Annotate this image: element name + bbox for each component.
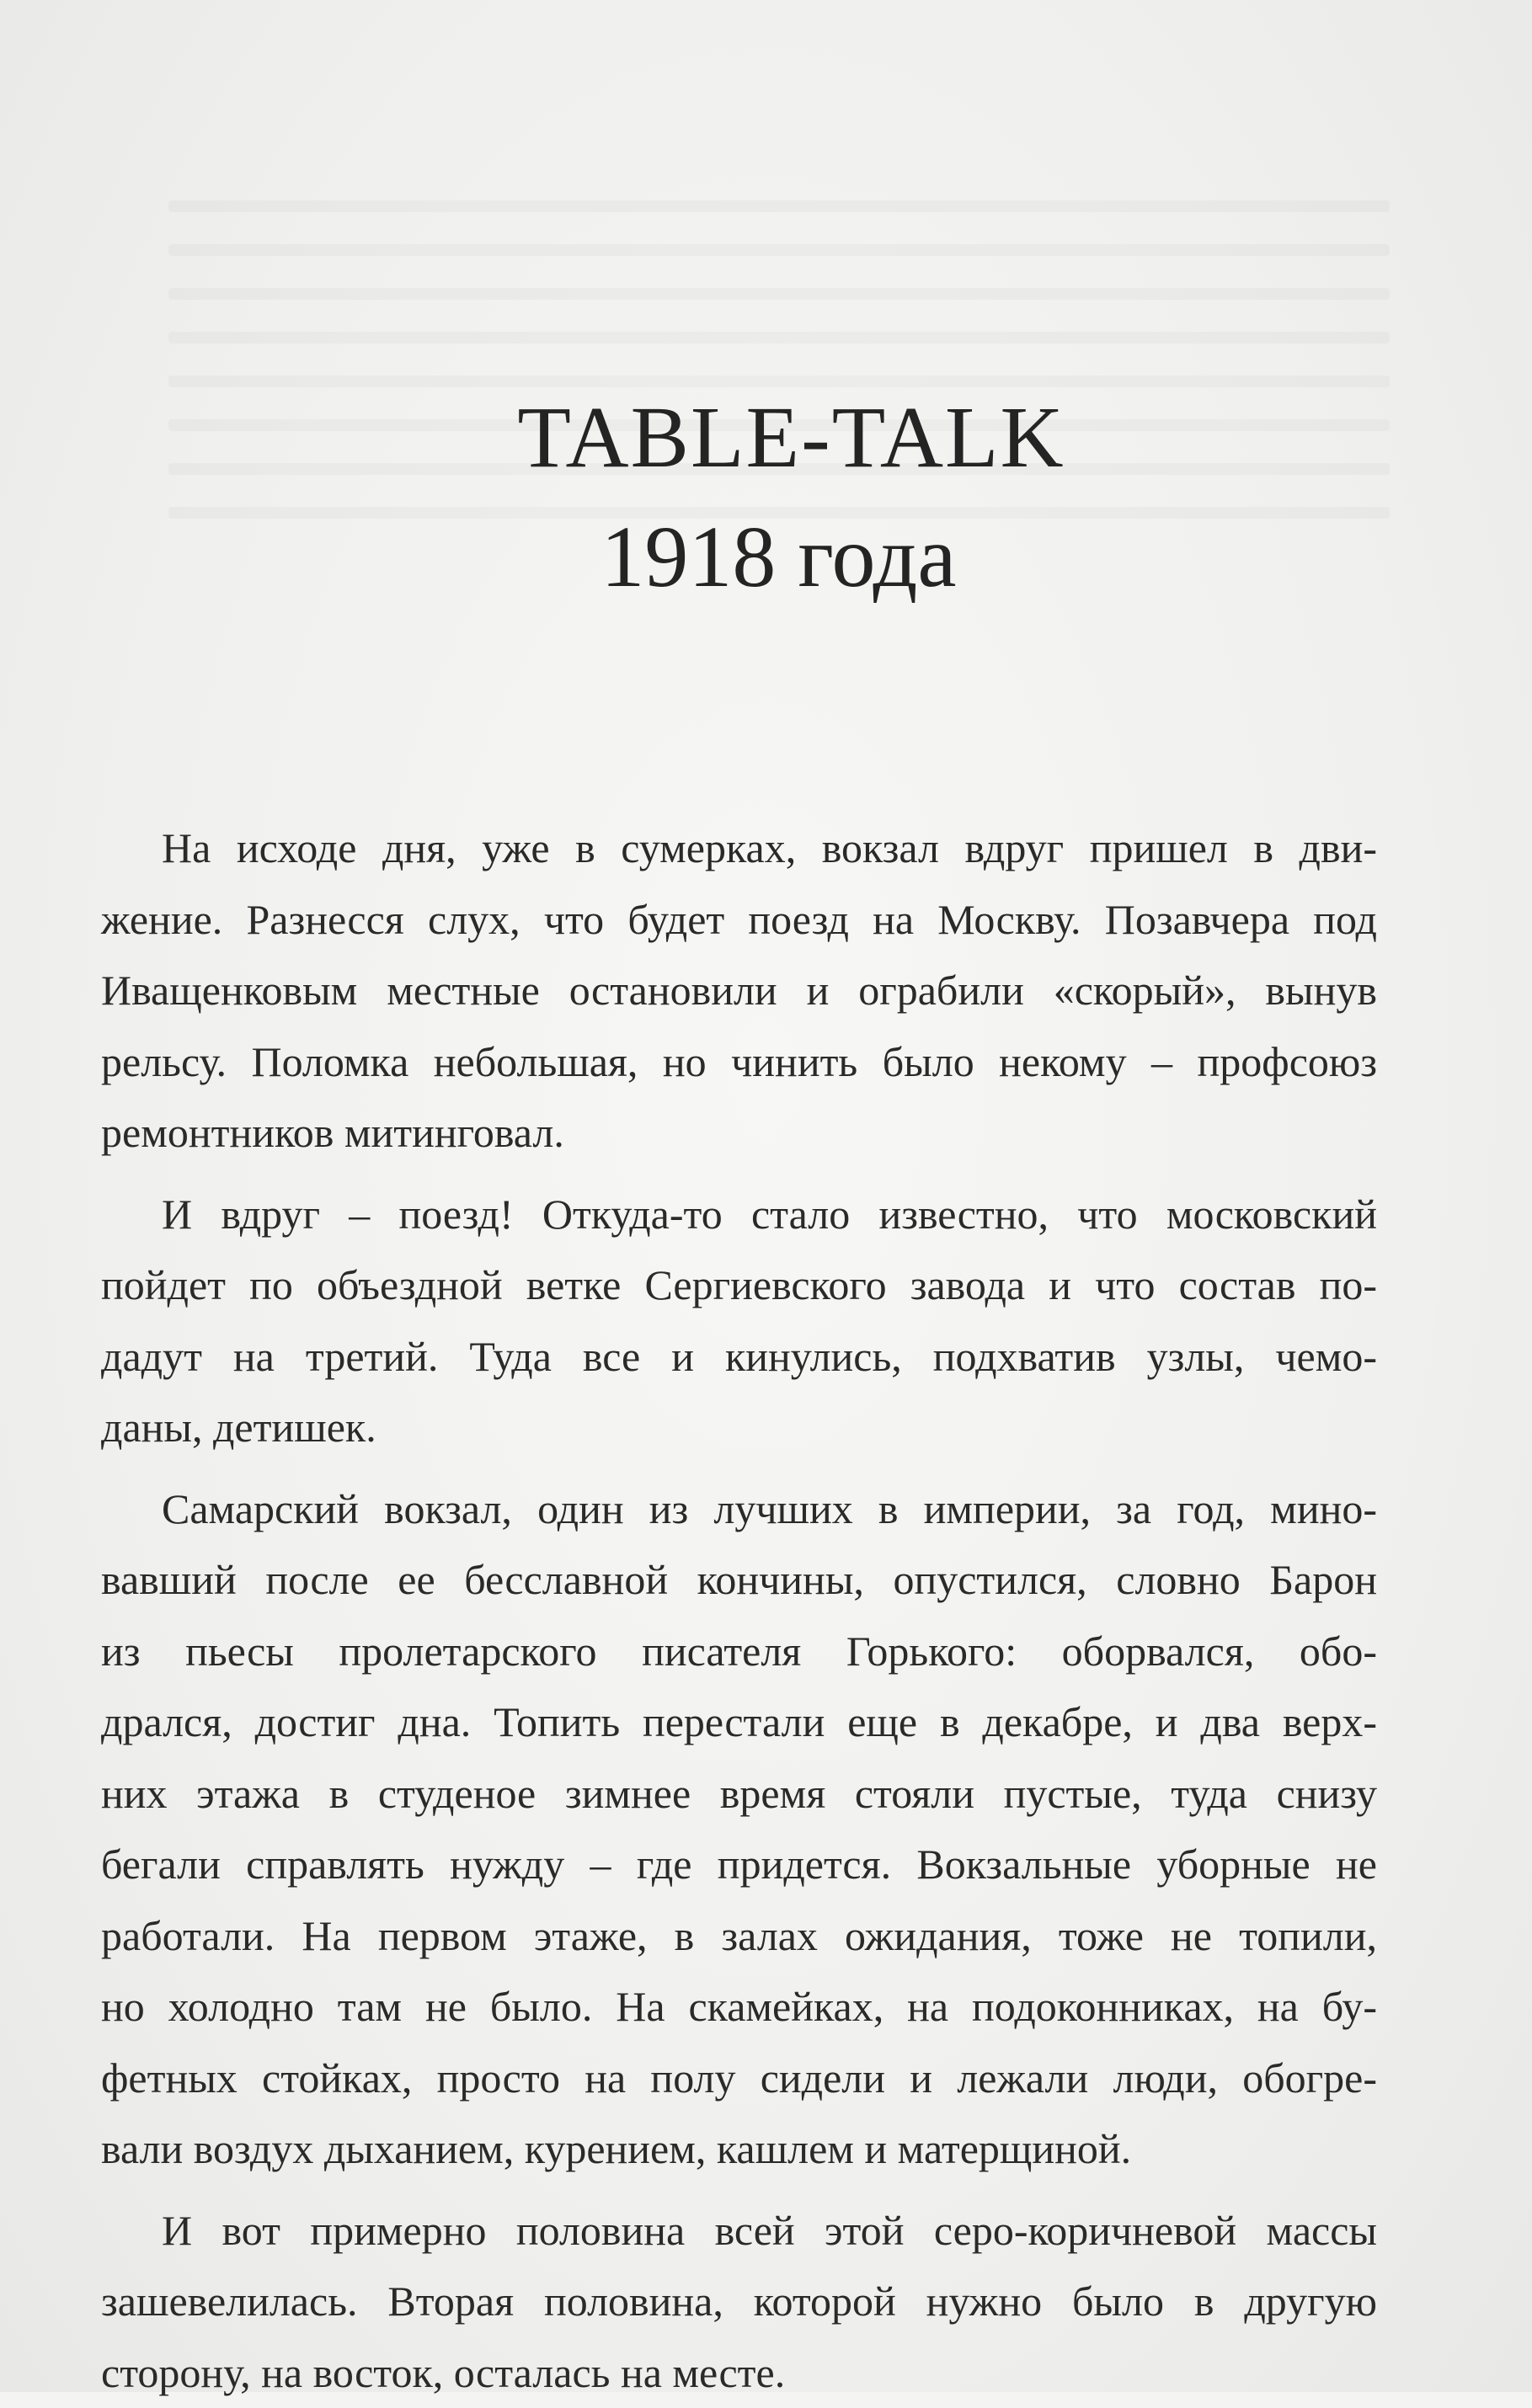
- chapter-title: TABLE-TALK: [0, 383, 1532, 493]
- text-line: Самарский вокзал, один из лучших в империи, за год, мино-: [101, 1473, 1377, 1545]
- text-line: ремонтников митинговал.: [101, 1097, 1377, 1169]
- paragraph: [101, 1473, 1377, 2185]
- paragraph: [101, 1179, 1377, 1463]
- text-line: них этажа в студеное зимнее время стояли пустые, туда снизу: [101, 1758, 1377, 1830]
- text-line: бегали справлять нужду – где придется. Вокзальные уборные не: [101, 1829, 1377, 1900]
- text-line: пойдет по объездной ветке Сергиевского завода и что состав по-: [101, 1249, 1377, 1321]
- text-line: зашевелилась. Вторая половина, которой нужно было в другую: [101, 2266, 1377, 2337]
- text-line: И вдруг – поезд! Откуда-то стало известно, что московский: [101, 1179, 1377, 1250]
- text-line: из пьесы пролетарского писателя Горького: оборвался, обо-: [101, 1616, 1377, 1687]
- text-line: рельсу. Поломка небольшая, но чинить было некому – профсоюз: [101, 1026, 1377, 1098]
- text-line: вавший после ее бесславной кончины, опустился, словно Барон: [101, 1544, 1377, 1616]
- text-line: жение. Разнесся слух, что будет поезд на Москву. Позавчера под: [101, 884, 1377, 956]
- text-line: Иващенковым местные остановили и ограбили «скорый», вынув: [101, 955, 1377, 1026]
- text-line: дрался, достиг дна. Топить перестали еще в декабре, и два верх-: [101, 1686, 1377, 1758]
- paragraph: [101, 812, 1377, 1169]
- chapter-heading: [0, 383, 1532, 621]
- text-line: сторону, на восток, осталась на месте.: [101, 2337, 1377, 2408]
- paragraph: [101, 2195, 1377, 2408]
- text-line: И вот примерно половина всей этой серо-коричневой массы: [101, 2195, 1377, 2267]
- text-line: даны, детишек.: [101, 1392, 1377, 1463]
- text-line: фетных стойках, просто на полу сидели и лежали люди, обогре-: [101, 2043, 1377, 2114]
- text-line: На исходе дня, уже в сумерках, вокзал вдруг пришел в дви-: [101, 812, 1377, 884]
- text-line: дадут на третий. Туда все и кинулись, подхватив узлы, чемо-: [101, 1321, 1377, 1393]
- chapter-body: [101, 812, 1377, 2408]
- text-line: работали. На первом этаже, в залах ожидания, тоже не топили,: [101, 1900, 1377, 1972]
- text-line: вали воздух дыханием, курением, кашлем и матерщиной.: [101, 2113, 1377, 2185]
- chapter-subtitle: 1918 года: [0, 494, 1532, 621]
- text-line: но холодно там не было. На скамейках, на подоконниках, на бу-: [101, 1971, 1377, 2043]
